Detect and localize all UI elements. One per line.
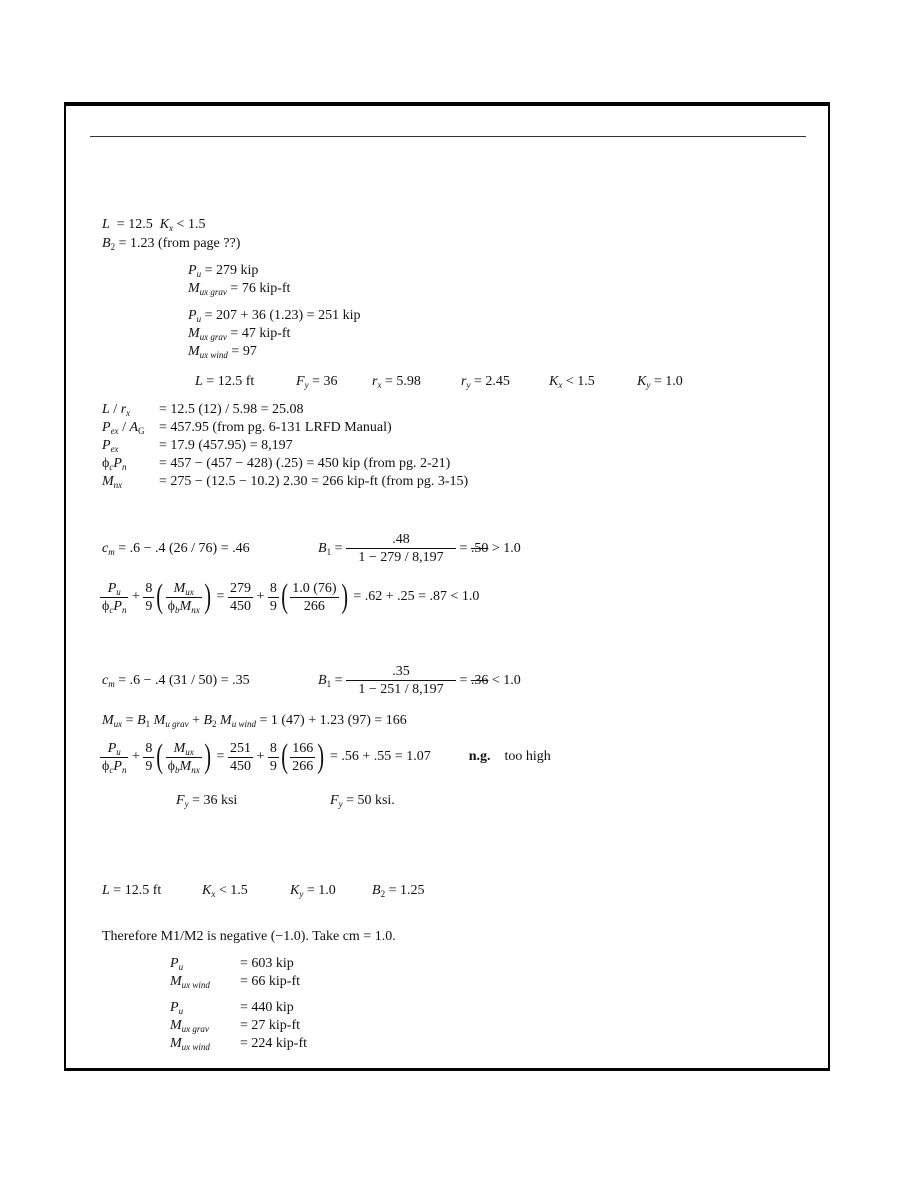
load4-pu-value: = 440 kip — [240, 1000, 294, 1015]
case1-cm: $c_m = .6 - .4$ (26 / 76) = .46 — [102, 541, 250, 557]
calc-mnx-label: $M_{nx}$ — [102, 474, 123, 490]
calc-L-rx-label: L / $r_x$ — [102, 402, 131, 418]
load4-mux-grav-value: = 27 kip-ft — [240, 1018, 300, 1033]
calc-phipn: = 457 − (457 − 428) (.25) = 450 kip (from pg. 2-21) — [159, 456, 451, 471]
lower-Ky: $K_y = 1.0$ — [290, 883, 336, 899]
lower-Kx: $K_x < 1.5$ — [202, 883, 248, 899]
load2-mux-wind: $M_{ux wind} = 97$ — [188, 344, 257, 360]
load1-mux-grav: $M_{ux grav} = 76$ kip-ft — [188, 281, 291, 297]
calc-mnx: = 275 − (12.5 − 10.2) 2.30 = 266 kip-ft (from pg. 3-15) — [159, 474, 469, 489]
calc-pex-label: $P_{ex}$ — [102, 438, 119, 454]
ng-note: too high — [504, 749, 551, 764]
prop-Ky: $K_y = 1.0$ — [637, 374, 683, 390]
lower-L: L = 12.5 ft — [102, 883, 162, 898]
case1-b1: $B_1$ = $\frac{.48}{1 - 279 / 8,197}$ = .50 > 1.0 — [318, 532, 521, 565]
line-B2: $B_2 = 1.23$ (from page ??) — [102, 236, 241, 252]
line-L-kx: L = 12.5 $K_x < 1.5$ — [102, 217, 206, 233]
load2-mux-grav: $M_{ux grav} = 47$ kip-ft — [188, 326, 291, 342]
case2-fy1: $F_y = 36$ ksi — [176, 793, 238, 809]
calc-phipn-label: $\phi_cP_n$ — [102, 456, 127, 472]
calc-pex-ag-label: $P_{ex} / A_G$ — [102, 420, 145, 436]
lower-B2: $B_2 = 1.25$ — [372, 883, 425, 899]
case1-interaction: $\frac{P_u}{\phi_cP_n}$ + $\frac{8}{9}$ ( $\frac{M_{ux}}{\phi_bM_{nx}}$ ) = $\frac{279}{450}$ + $\frac{8}{9}$ ( $\frac{1.0 (76)}{266}$ ) = .62 + .25 = .87 < 1.0 — [102, 578, 480, 615]
load4-mux-wind-value: = 224 kip-ft — [240, 1036, 307, 1051]
prop-L: L = 12.5 ft — [195, 374, 255, 389]
load2-pu: $P_u = 207 + 36$ (1.23) = 251 kip — [188, 308, 361, 324]
prop-Fy: $F_y = 36$ — [296, 374, 338, 390]
ng-label: n.g. — [468, 749, 491, 764]
load3-mux-wind: $M_{ux wind}$ — [170, 974, 210, 990]
prop-Kx: $K_x < 1.5$ — [549, 374, 595, 390]
case2-b1: $B_1$ = $\frac{.35}{1 - 251 / 8,197}$ = .36 < 1.0 — [318, 664, 521, 697]
calc-pex: = 17.9 (457.95) = 8,197 — [159, 438, 293, 453]
case2-fy2: $F_y = 50$ ksi. — [330, 793, 395, 809]
prop-ry: $r_y = 2.45$ — [461, 374, 510, 390]
header-rule — [90, 136, 806, 137]
load4-pu: $P_u$ — [170, 1000, 184, 1016]
calc-L-rx: = 12.5 (12) / 5.98 = 25.08 — [159, 402, 304, 417]
load1-pu: $P_u = 279$ kip — [188, 263, 259, 279]
load3-mux-wind-value: = 66 kip-ft — [240, 974, 300, 989]
load3-pu: $P_u$ — [170, 956, 184, 972]
load3-pu-value: = 603 kip — [240, 956, 294, 971]
case2-interaction: $\frac{P_u}{\phi_cP_n}$ + $\frac{8}{9}$ ( $\frac{M_{ux}}{\phi_bM_{nx}}$ ) = $\frac{251}{450}$ + $\frac{8}{9}$ ( $\frac{166}{266}$ ) = .56 + .55 = 1.07 n.g. too high — [102, 738, 551, 775]
case2-cm: $c_m = .6 - .4$ (31 / 50) = .35 — [102, 673, 250, 689]
therefore-line: Therefore M1/M2 is negative (−1.0). Take cm = 1.0. — [102, 929, 396, 944]
calc-pex-ag: = 457.95 (from pg. 6-131 LRFD Manual) — [159, 420, 392, 435]
load4-mux-wind: $M_{ux wind}$ — [170, 1036, 210, 1052]
case2-b1-fraction: $\frac{.35}{1 - 251 / 8,197}$ — [346, 663, 456, 698]
prop-rx: $r_x = 5.98$ — [372, 374, 421, 390]
load4-mux-grav: $M_{ux grav}$ — [170, 1018, 209, 1034]
bottom-border — [64, 1068, 830, 1071]
case2-mux: $M_{ux} = B_1$ $M_{u grav} + B_2$ $M_{u wind} = 1$ (47) + 1.23 (97) = 166 — [102, 713, 407, 729]
case1-b1-fraction: $\frac{.48}{1 - 279 / 8,197}$ — [346, 531, 456, 566]
